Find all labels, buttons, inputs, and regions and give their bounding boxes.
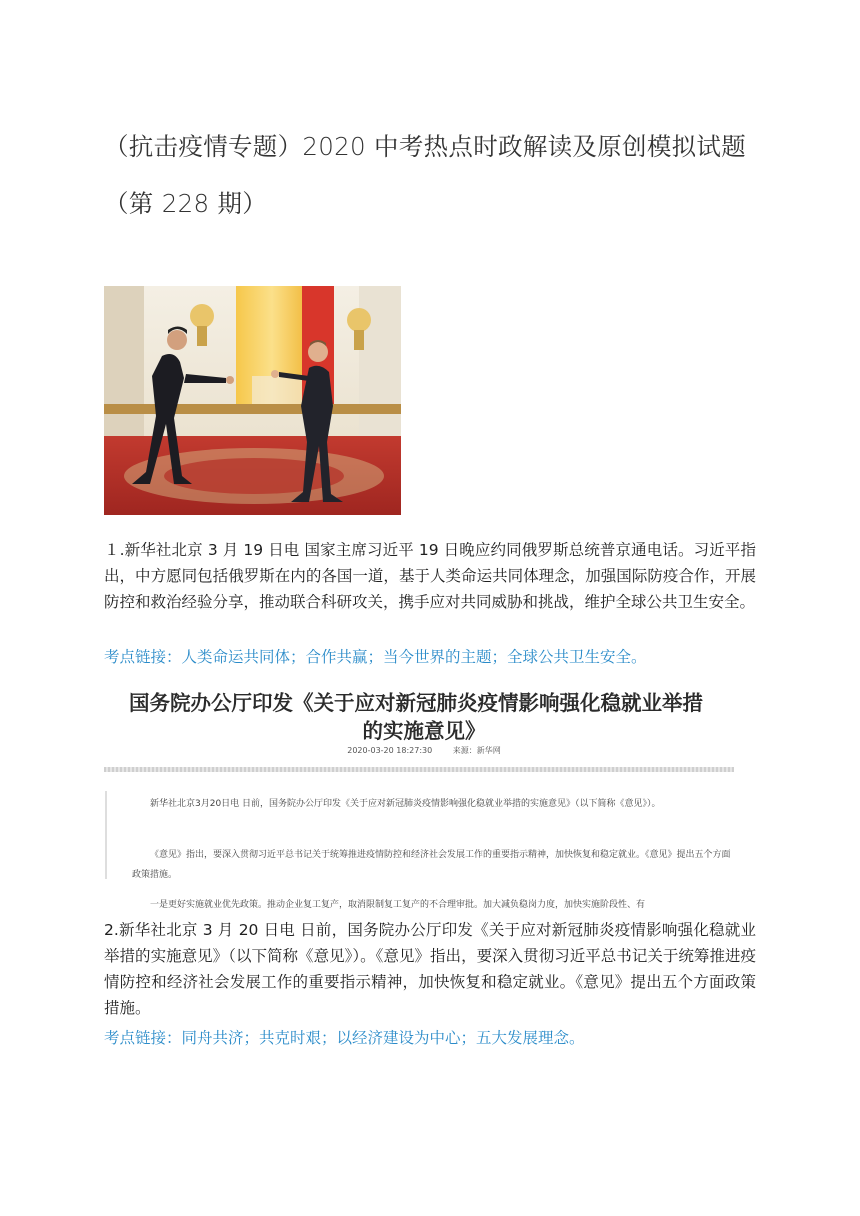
news-date: 2020-03-20 18:27:30 bbox=[347, 746, 433, 755]
document-title bbox=[104, 118, 764, 232]
embedded-news-screenshot bbox=[104, 678, 744, 914]
title-line-1: （抗击疫情专题）2020 中考热点时政解读及原创模拟试题 bbox=[104, 132, 747, 161]
news-meta bbox=[104, 745, 744, 756]
news-body-paragraph-3: 一是更好实施就业优先政策。推动企业复工复产，取消限制复工复产的不合理审批。加大减负稳岗力度，加快实施阶段性、有 bbox=[150, 900, 646, 910]
leaders-handshake-photo bbox=[104, 286, 401, 515]
photo-illustration bbox=[104, 286, 401, 515]
news-quote-bar bbox=[105, 791, 107, 879]
news-item-1-text: １.新华社北京 3 月 19 日电 国家主席习近平 19 日晚应约同俄罗斯总统普京通电话。习近平指出，中方愿同包括俄罗斯在内的各国一道，基于人类命运共同体理念，加强国际防疫合作，开展防控和救治经验分享，推动联合科研攻关，携手应对共同威胁和挑战，维护全球公共卫生安全。 bbox=[104, 541, 756, 611]
news-divider bbox=[104, 767, 734, 772]
news-item-2-exam-link[interactable]: 考点链接：同舟共济；共克时艰；以经济建设为中心；五大发展理念。 bbox=[104, 1029, 585, 1047]
news-source: 来源：新华网 bbox=[452, 746, 501, 755]
news-headline-line-1: 国务院办公厅印发《关于应对新冠肺炎疫情影响强化稳就业举措 bbox=[129, 691, 703, 715]
title-line-2: （第 228 期） bbox=[104, 189, 268, 218]
news-item-2-text: 2.新华社北京 3 月 20 日电 日前，国务院办公厅印发《关于应对新冠肺炎疫情影响强化稳就业举措的实施意见》（以下简称《意见》）。《意见》指出，要深入贯彻习近平总书记关于统筹推进疫情防控和经济社会发展工作的重要指示精神，加快恢复和稳定就业。《意见》提出五个方面政策措施。 bbox=[104, 921, 756, 1017]
news-headline-line-2: 的实施意见》 bbox=[362, 719, 486, 743]
news-body-paragraph-1: 新华社北京3月20日电 日前，国务院办公厅印发《关于应对新冠肺炎疫情影响强化稳就业举措的实施意见》（以下简称《意见》）。 bbox=[150, 799, 661, 809]
news-body-paragraph-2: 《意见》指出，要深入贯彻习近平总书记关于统筹推进疫情防控和经济社会发展工作的重要指示精神，加快恢复和稳定就业。《意见》提出五个方面政策措施。 bbox=[132, 850, 731, 880]
news-item-1-exam-link[interactable]: 考点链接：人类命运共同体；合作共赢；当今世界的主题；全球公共卫生安全。 bbox=[104, 648, 647, 666]
